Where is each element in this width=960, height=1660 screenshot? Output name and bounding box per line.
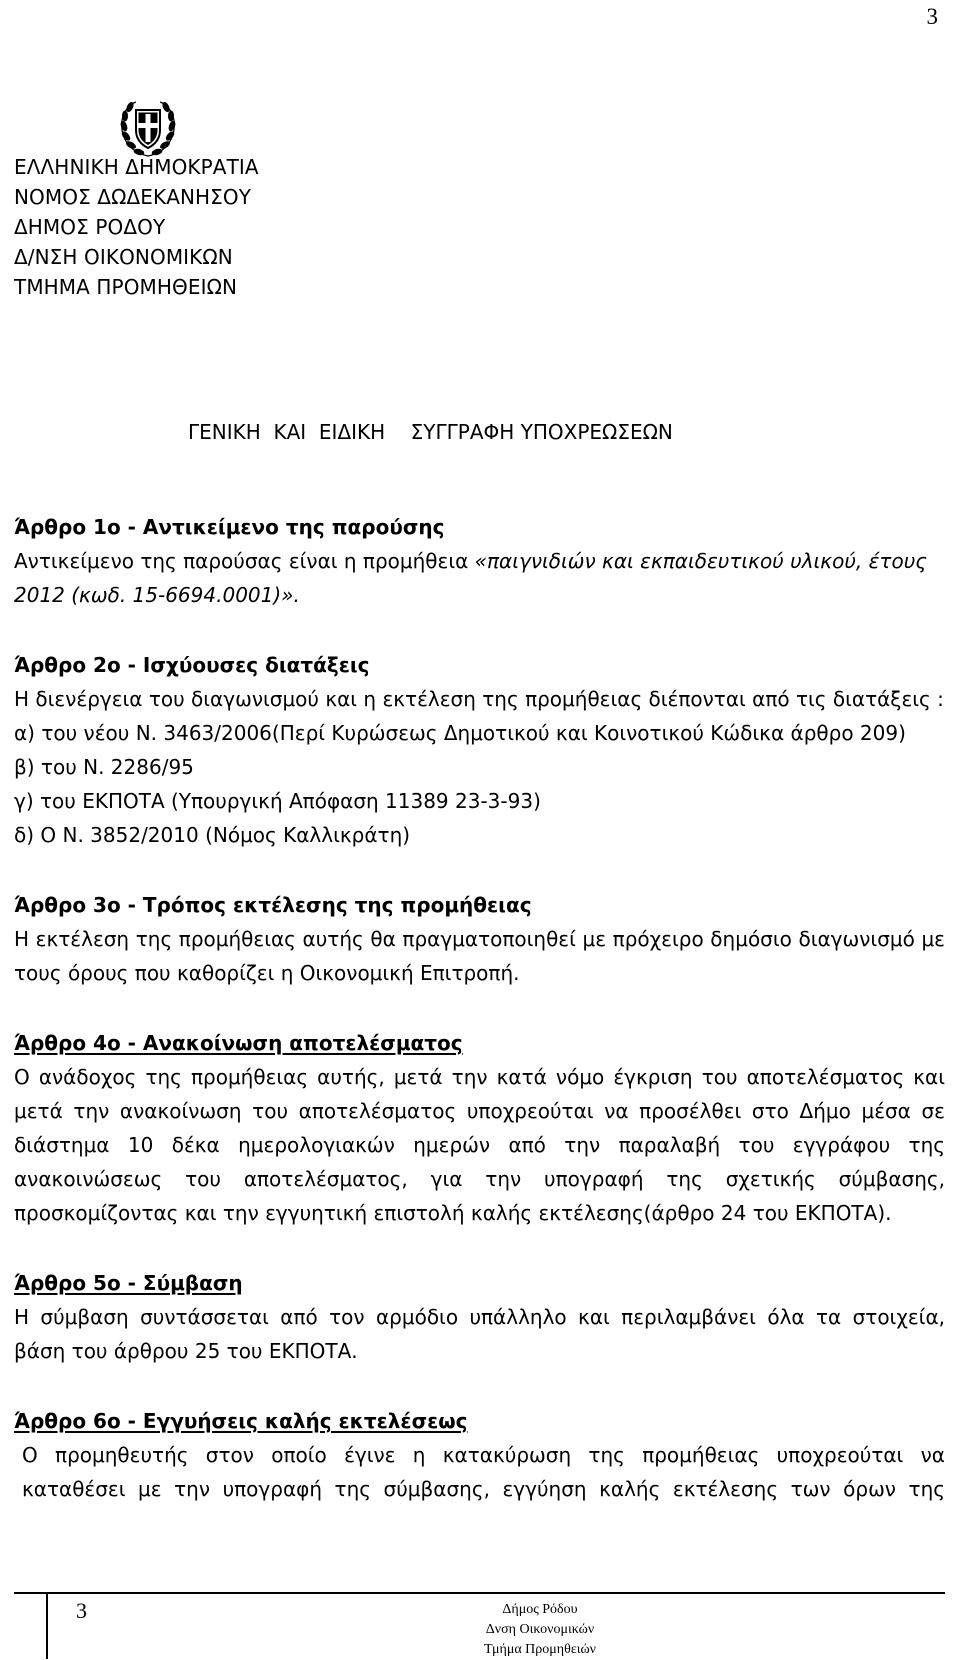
- authority-line: Δ/ΝΣΗ ΟΙΚΟΝΟΜΙΚΩΝ: [14, 245, 233, 269]
- greek-coat-of-arms-icon: [116, 96, 180, 160]
- article-1: [14, 510, 945, 612]
- article-heading: Άρθρο 2ο - Ισχύουσες διατάξεις: [14, 653, 370, 677]
- footer-line: Δήμος Ρόδου: [502, 1602, 578, 1617]
- article-heading: Άρθρο 3ο - Τρόπος εκτέλεσης της προμήθειας: [14, 893, 532, 917]
- authority-line: ΔΗΜΟΣ ΡΟΔΟΥ: [14, 215, 166, 239]
- footer-line: Δνση Οικονομικών: [485, 1622, 595, 1637]
- footer-separator: [46, 1594, 48, 1659]
- article-heading: Άρθρο 4ο - Ανακοίνωση αποτελέσματος: [14, 1031, 463, 1055]
- article-text: Η εκτέλεση της προμήθειας αυτής θα πραγματοποιηθεί με πρόχειρο δημόσιο διαγωνισμό με τους όρους που καθορίζει η Οικονομική Επιτροπή.: [14, 927, 945, 985]
- page-number: 3: [926, 4, 938, 29]
- article-text: Η διενέργεια του διαγωνισμού και η εκτέλεση της προμήθειας διέπονται από τις διατάξεις :: [14, 687, 944, 711]
- article-5: [14, 1266, 945, 1368]
- article-text: Ο ανάδοχος της προμήθειας αυτής, μετά την κατά νόμο έγκριση του αποτελέσματος και μετά την ανακοίνωση του αποτελέσματος υποχρεούται να προσέλθει στο Δήμο μέσα σε διάστημα 10 δέκα ημερολογιακών ημερών από την παραλαβή του εγγράφου της ανακοινώσεως του αποτελέσματος, για την υπογραφή της σχετικής σύμβασης, προσκομίζοντας και την εγγυητική επιστολή καλής εκτέλεσης(άρθρο 24 του ΕΚΠΟΤΑ).: [14, 1065, 945, 1225]
- article-2: [14, 648, 945, 852]
- list-item: β) του Ν. 2286/95: [14, 755, 194, 779]
- article-text: Η σύμβαση συντάσσεται από τον αρμόδιο υπάλληλο και περιλαμβάνει όλα τα στοιχεία, βάση του άρθρου 25 του ΕΚΠΟΤΑ.: [14, 1305, 945, 1363]
- article-4: [14, 1026, 945, 1230]
- article-text-plain: Αντικείμενο της παρούσας είναι η προμήθεια: [14, 549, 475, 573]
- authority-line: ΝΟΜΟΣ ΔΩΔΕΚΑΝΗΣΟΥ: [14, 185, 252, 209]
- article-6: [14, 1404, 945, 1506]
- article-text: [14, 544, 945, 612]
- authority-line: ΕΛΛΗΝΙΚΗ ΔΗΜΟΚΡΑΤΙΑ: [14, 155, 259, 179]
- article-heading: Άρθρο 5ο - Σύμβαση: [14, 1271, 243, 1295]
- authority-line: ΤΜΗΜΑ ΠΡΟΜΗΘΕΙΩΝ: [14, 275, 238, 299]
- list-item: γ) του ΕΚΠΟΤΑ (Υπουργική Απόφαση 11389 23-3-93): [14, 789, 541, 813]
- footer-department: [440, 1600, 640, 1660]
- footer-line: Τμήμα Προμηθειών: [483, 1642, 597, 1657]
- document-title: ΓΕΝΙΚΗ ΚΑΙ ΕΙΔΙΚΗ ΣΥΓΓΡΑΦΗ ΥΠΟΧΡΕΩΣΕΩΝ: [188, 420, 673, 444]
- article-heading: Άρθρο 6ο - Εγγυήσεις καλής εκτελέσεως: [14, 1409, 468, 1433]
- article-text-italic: «παιγνιδιών και εκπαιδευτικού υλικού, έτους 2012 (κωδ. 15-6694.0001)».: [14, 549, 927, 607]
- issuing-authority: [14, 152, 259, 302]
- article-text: Ο προμηθευτής στον οποίο έγινε η κατακύρωση της προμήθειας υποχρεούται να καταθέσει με την υπογραφή της σύμβασης, εγγύηση καλής εκτέλεσης των όρων της: [22, 1443, 945, 1501]
- article-heading: Άρθρο 1ο - Αντικείμενο της παρούσης: [14, 515, 445, 539]
- document-body: [14, 510, 945, 1506]
- article-3: [14, 888, 945, 990]
- footer-page-number: 3: [76, 1598, 87, 1623]
- list-item: δ) Ο Ν. 3852/2010 (Νόμος Καλλικράτη): [14, 823, 411, 847]
- list-item: α) του νέου Ν. 3463/2006(Περί Κυρώσεως Δημοτικού και Κοινοτικού Κώδικα άρθρο 209): [14, 721, 906, 745]
- footer-divider: [14, 1592, 945, 1594]
